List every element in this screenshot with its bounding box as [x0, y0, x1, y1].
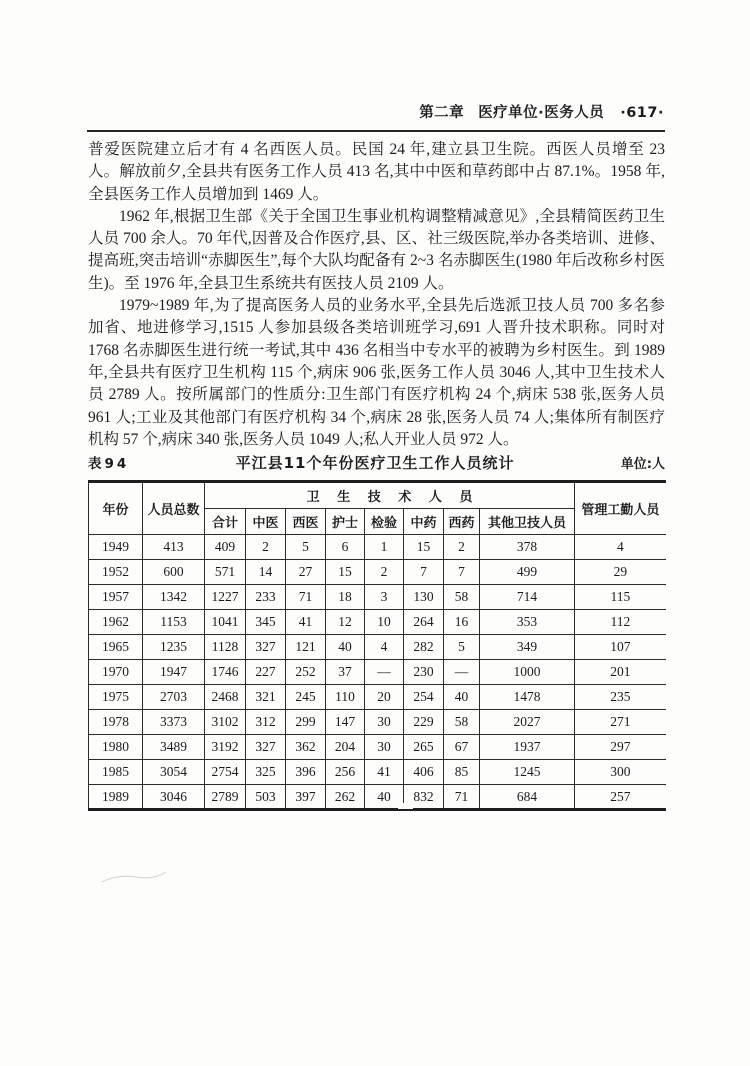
value-cell: 297 — [575, 735, 666, 760]
value-cell: 600 — [143, 560, 205, 585]
value-cell: 15 — [404, 535, 444, 560]
table-title: 平江县11个年份医疗卫生工作人员统计 — [235, 454, 515, 472]
table-row — [89, 610, 666, 635]
col-header-western-medicine: 西医 — [286, 509, 326, 535]
col-header-total: 人员总数 — [143, 482, 205, 535]
value-cell: 3373 — [143, 710, 205, 735]
value-cell: 1478 — [480, 685, 575, 710]
paragraph: 1979~1989 年,为了提高医务人员的业务水平,全县先后选派卫技人员 700 多名参加省、地进修学习,1515 人参加县级各类培训班学习,691 人晋升技术职称。同时对 1768 名赤脚医生进行统一考试,其中 436 名相当中专水平的被聘为乡村医生。到 1989 年,全县共有医疗卫生机构 115 个,病床 906 张,医务工作人员 3046 人,其中卫生技术人员 2789 人。按所属部门的性质分:卫生部门有医疗机构 24 个,病床 538 张,医务人员 961 人;工业及其他部门有医疗机构 34 个,病床 28 张,医务人员 74 人;集体所有制医疗机构 57 个,病床 340 张,医务人员 1049 人;私人开业人员 972 人。 — [88, 297, 665, 448]
value-cell: 27 — [286, 560, 326, 585]
value-cell: 684 — [480, 785, 575, 810]
value-cell: 256 — [326, 760, 365, 785]
value-cell: 282 — [404, 635, 444, 660]
value-cell: 325 — [246, 760, 286, 785]
value-cell: 4 — [365, 635, 404, 660]
value-cell: 3046 — [143, 785, 205, 810]
value-cell: 409 — [205, 535, 246, 560]
page-number: ·617· — [620, 105, 664, 121]
value-cell: 4 — [575, 535, 666, 560]
col-header-chinese-pharmacy: 中药 — [404, 509, 444, 535]
year-cell: 1949 — [89, 535, 143, 560]
value-cell: 16 — [444, 610, 480, 635]
value-cell: 229 — [404, 710, 444, 735]
paragraph: 1962 年,根据卫生部《关于全国卫生事业机构调整精减意见》,全县精简医药卫生人员 700 余人。70 年代,因普及合作医疗,县、区、社三级医院,举办各类培训、进修、提高班,突击培训“赤脚医生”,每个大队均配备有 2~3 名赤脚医生(1980 年后改称乡村医生)。至 1976 年,全县卫生系统共有医技人员 2109 人。 — [88, 207, 665, 292]
table-label: 表94 — [88, 456, 130, 472]
value-cell: 37 — [326, 660, 365, 685]
value-cell: 201 — [575, 660, 666, 685]
value-cell: 1937 — [480, 735, 575, 760]
value-cell: 264 — [404, 610, 444, 635]
value-cell: 2468 — [205, 685, 246, 710]
pencil-mark — [100, 866, 170, 888]
value-cell: 1342 — [143, 585, 205, 610]
table-block — [88, 452, 665, 811]
value-cell: 12 — [326, 610, 365, 635]
value-cell: 378 — [480, 535, 575, 560]
value-cell: 299 — [286, 710, 326, 735]
value-cell: 2 — [365, 560, 404, 585]
value-cell: 130 — [404, 585, 444, 610]
value-cell: 2 — [246, 535, 286, 560]
body-text — [88, 139, 665, 451]
value-cell: 1041 — [205, 610, 246, 635]
value-cell: 5 — [444, 635, 480, 660]
value-cell: — — [365, 660, 404, 685]
table-row — [89, 735, 666, 760]
year-cell: 1978 — [89, 710, 143, 735]
value-cell: — — [444, 660, 480, 685]
value-cell: 14 — [246, 560, 286, 585]
paragraph: 普爱医院建立后才有 4 名西医人员。民国 24 年,建立县卫生院。西医人员增至 23 人。解放前夕,全县共有医务工作人员 413 名,其中中医和草药郎中占 87.1%。1958 年,全县医务工作人员增加到 1469 人。 — [88, 141, 665, 203]
table-unit: 单位:人 — [620, 457, 665, 472]
table-row — [89, 635, 666, 660]
value-cell: 2027 — [480, 710, 575, 735]
col-header-subtotal: 合计 — [205, 509, 246, 535]
value-cell: 29 — [575, 560, 666, 585]
value-cell: 271 — [575, 710, 666, 735]
col-header-western-pharmacy: 西药 — [444, 509, 480, 535]
value-cell: 15 — [326, 560, 365, 585]
value-cell: 5 — [286, 535, 326, 560]
section-label: 医疗单位·医务人员 — [478, 105, 605, 121]
year-cell: 1989 — [89, 785, 143, 810]
value-cell: 30 — [365, 735, 404, 760]
value-cell: 6 — [326, 535, 365, 560]
value-cell: 18 — [326, 585, 365, 610]
value-cell: 252 — [286, 660, 326, 685]
value-cell: 257 — [575, 785, 666, 810]
value-cell: 300 — [575, 760, 666, 785]
value-cell: 10 — [365, 610, 404, 635]
value-cell: 67 — [444, 735, 480, 760]
value-cell: 349 — [480, 635, 575, 660]
value-cell: 499 — [480, 560, 575, 585]
value-cell: 1245 — [480, 760, 575, 785]
value-cell: 121 — [286, 635, 326, 660]
value-cell: 503 — [246, 785, 286, 810]
table-body — [89, 535, 666, 810]
col-header-management: 管理工勤人员 — [575, 482, 666, 535]
value-cell: 1153 — [143, 610, 205, 635]
header-divider — [87, 130, 665, 132]
value-cell: 230 — [404, 660, 444, 685]
value-cell: 3102 — [205, 710, 246, 735]
table-row — [89, 710, 666, 735]
value-cell: 147 — [326, 710, 365, 735]
value-cell: 58 — [444, 585, 480, 610]
value-cell: 40 — [444, 685, 480, 710]
chapter-label: 第二章 — [419, 105, 465, 121]
value-cell: 115 — [575, 585, 666, 610]
value-cell: 227 — [246, 660, 286, 685]
value-cell: 112 — [575, 610, 666, 635]
value-cell: 2703 — [143, 685, 205, 710]
value-cell: 327 — [246, 735, 286, 760]
value-cell: 832 — [404, 785, 444, 810]
year-cell: 1962 — [89, 610, 143, 635]
value-cell: 2 — [444, 535, 480, 560]
value-cell: 362 — [286, 735, 326, 760]
table-caption — [88, 452, 665, 477]
value-cell: 2789 — [205, 785, 246, 810]
value-cell: 3 — [365, 585, 404, 610]
value-cell: 1746 — [205, 660, 246, 685]
value-cell: 396 — [286, 760, 326, 785]
value-cell: 397 — [286, 785, 326, 810]
value-cell: 20 — [365, 685, 404, 710]
table-row — [89, 535, 666, 560]
col-header-chinese-medicine: 中医 — [246, 509, 286, 535]
value-cell: 3054 — [143, 760, 205, 785]
value-cell: 107 — [575, 635, 666, 660]
value-cell: 1000 — [480, 660, 575, 685]
value-cell: 85 — [444, 760, 480, 785]
value-cell: 345 — [246, 610, 286, 635]
value-cell: 262 — [326, 785, 365, 810]
stats-table — [88, 480, 666, 811]
table-row — [89, 785, 666, 810]
value-cell: 40 — [326, 635, 365, 660]
value-cell: 30 — [365, 710, 404, 735]
value-cell: 1128 — [205, 635, 246, 660]
value-cell: 1227 — [205, 585, 246, 610]
value-cell: 571 — [205, 560, 246, 585]
value-cell: 1235 — [143, 635, 205, 660]
year-cell: 1970 — [89, 660, 143, 685]
value-cell: 40 — [365, 785, 404, 810]
value-cell: 406 — [404, 760, 444, 785]
value-cell: 327 — [246, 635, 286, 660]
scan-artifact — [398, 803, 413, 809]
value-cell: 2754 — [205, 760, 246, 785]
value-cell: 413 — [143, 535, 205, 560]
table-row — [89, 585, 666, 610]
value-cell: 58 — [444, 710, 480, 735]
value-cell: 3489 — [143, 735, 205, 760]
year-cell: 1965 — [89, 635, 143, 660]
value-cell: 110 — [326, 685, 365, 710]
value-cell: 41 — [286, 610, 326, 635]
year-cell: 1952 — [89, 560, 143, 585]
value-cell: 245 — [286, 685, 326, 710]
col-header-year: 年份 — [89, 482, 143, 535]
table-row — [89, 660, 666, 685]
table-row — [89, 560, 666, 585]
year-cell: 1975 — [89, 685, 143, 710]
table-head — [89, 482, 666, 535]
value-cell: 233 — [246, 585, 286, 610]
value-cell: 265 — [404, 735, 444, 760]
value-cell: 7 — [404, 560, 444, 585]
running-header — [88, 101, 664, 122]
value-cell: 321 — [246, 685, 286, 710]
value-cell: 3192 — [205, 735, 246, 760]
value-cell: 204 — [326, 735, 365, 760]
value-cell: 7 — [444, 560, 480, 585]
value-cell: 312 — [246, 710, 286, 735]
value-cell: 353 — [480, 610, 575, 635]
value-cell: 71 — [286, 585, 326, 610]
year-cell: 1957 — [89, 585, 143, 610]
col-header-lab: 检验 — [365, 509, 404, 535]
value-cell: 235 — [575, 685, 666, 710]
col-header-nurses: 护士 — [326, 509, 365, 535]
value-cell: 254 — [404, 685, 444, 710]
col-header-tech-group: 卫生技术人员 — [205, 482, 575, 509]
value-cell: 71 — [444, 785, 480, 810]
value-cell: 41 — [365, 760, 404, 785]
value-cell: 1947 — [143, 660, 205, 685]
value-cell: 714 — [480, 585, 575, 610]
table-row — [89, 685, 666, 710]
table-row — [89, 760, 666, 785]
col-header-other-tech: 其他卫技人员 — [480, 509, 575, 535]
year-cell: 1985 — [89, 760, 143, 785]
value-cell: 1 — [365, 535, 404, 560]
year-cell: 1980 — [89, 735, 143, 760]
